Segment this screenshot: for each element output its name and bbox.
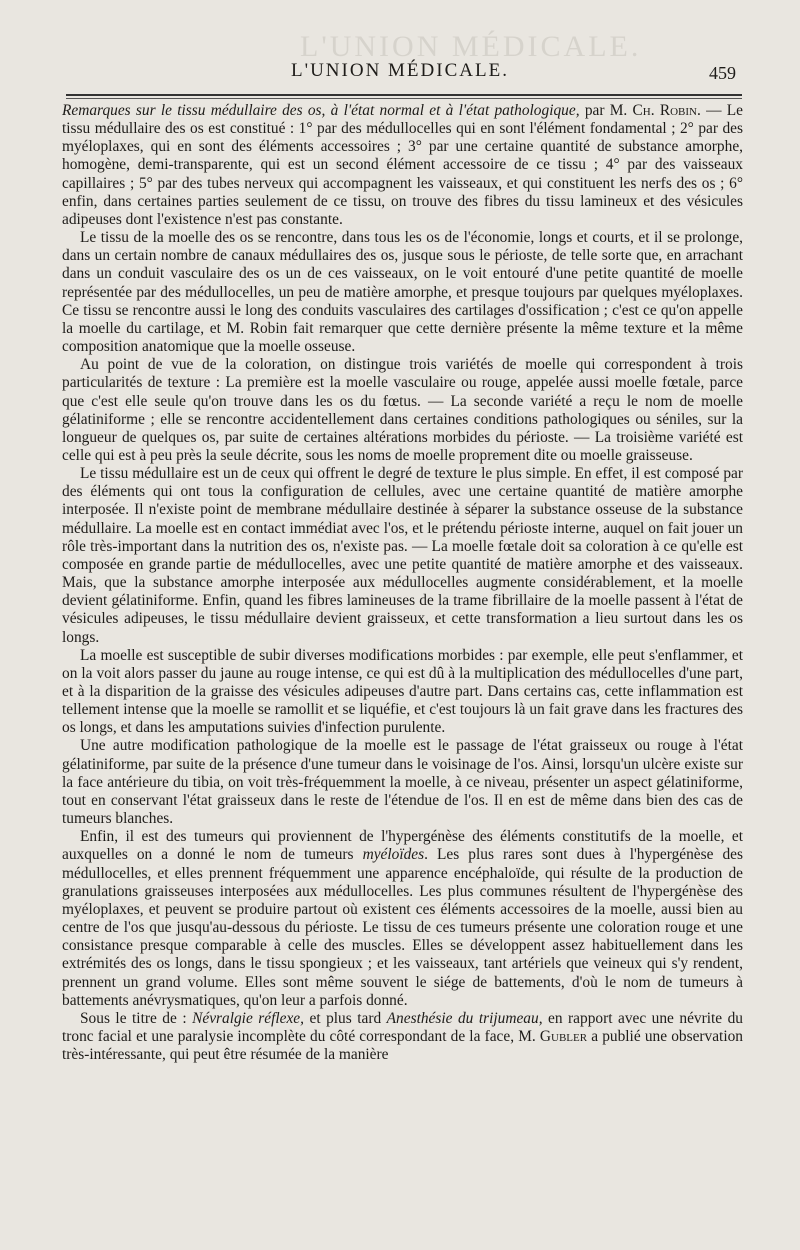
paragraph-inflammation: La moelle est susceptible de subir diverses modifications morbides : par exemple, elle peut s'enflammer, et on la voit alors passer du jaune au rouge intense, ce qui est dû à la multiplication des médullocelles d'une part, et à la disparition de la graisse des vésicules adipeuses d'autre part. Dans certains cas, cette inflammation est tellement intense que la moelle se ramollit et se liquéfie, et c'est toujours là un fait grave dans les fractures des os longs, et dans les amputations suivies d'infection purulente.: [62, 646, 743, 737]
header-rule-thin: [66, 98, 742, 99]
bleed-through-watermark: L'UNION MÉDICALE.: [300, 30, 642, 63]
italic-term: Névralgie réflexe,: [192, 1009, 304, 1027]
article-title: Remarques sur le tissu médullaire des os, à l'état normal et à l'état pathologique,: [62, 102, 580, 119]
running-header: [62, 60, 738, 88]
paragraph-tumeurs: Enfin, il est des tumeurs qui proviennent de l'hypergénèse des éléments constitutifs de la moelle, et auxquelles on a donné le nom de tumeurs myéloïdes. Les plus rares sont dues à l'hypergénèse des médullocelles, et elles prennent fréquemment une apparence encéphaloïde, qui résulte de la production de granulations graisseuses interposées aux médullocelles. Les plus communes résultent de l'hypergénèse des myéloplaxes, et peuvent se produire partout où existent ces éléments accessoires de la moelle, aussi bien au centre de l'os que jusqu'au-dessous du périoste. Le tissu de ces tumeurs présente une coloration rouge et une consistance presque comparable à celle des muscles. Elles se développent assez habituellement dans les extrémités des os longs, dans le tissu spongieux ; et les vaisseaux, tant artériels que veineux qui s'y rendent, prennent un grand volume. Elles sont même souvent le siége de battements, d'où le nom de tumeurs à battements anévrysmatiques, qu'on leur a parfois donné.: [62, 828, 743, 1009]
journal-title: L'UNION MÉDICALE.: [291, 60, 509, 81]
italic-term: myéloïdes: [362, 846, 425, 864]
italic-term: Anesthésie du trijumeau,: [386, 1009, 543, 1027]
paragraph-coloration: Au point de vue de la coloration, on distingue trois variétés de moelle qui correspondent à trois particularités de texture : La première est la moelle vasculaire ou rouge, appelée aussi moelle fœtale, parce que c'est elle seule qu'on trouve dans les os du fœtus. — La seconde variété a reçu le nom de moelle gélatiniforme ; elle se rencontre accidentellement dans certaines conditions pathologiques ou séniles, sur la longueur de quelques os, par suite de certaines altérations morbides du périoste. — La troisième variété est celle qui est à peu près la seule décrite, sous les noms de moelle proprement dite ou moelle graisseuse.: [62, 356, 743, 464]
paragraph-texture: Le tissu médullaire est un de ceux qui offrent le degré de texture le plus simple. En effet, il est composé par des éléments qui ont tous la configuration de cellules, avec une certaine quantité de matière amorphe interposée. Il n'existe point de membrane médullaire destinée à séparer la substance osseuse de la substance médullaire. La moelle est en contact immédiat avec l'os, et le prétendu périoste interne, auquel on fait jouer un rôle très-important dans la nutrition des os, n'existe pas. — La moelle fœtale doit sa coloration à ce qu'elle est composée en grande partie de médullocelles, avec une petite quantité de matière amorphe et des vaisseaux. Mais, que la substance amorphe interposée aux médullocelles augmente considérablement, et la moelle devient gélatiniforme. Enfin, quand les fibres lamineuses de la trame fibrillaire de la moelle passent à l'état de vésicules adipeuses, le tissu médullaire devient graisseux, et cette transformation a lieu surtout dans les os longs.: [62, 465, 743, 646]
article-body: [62, 102, 743, 1064]
page-number: 459: [709, 63, 736, 83]
author-name: Ch. Robin: [632, 102, 698, 119]
paragraph-gelatiniforme: Une autre modification pathologique de la moelle est le passage de l'état graisseux ou rouge à l'état gélatiniforme, par suite de la présence d'une tumeur dans le voisinage de l'os. Ainsi, lorsqu'un ulcère existe sur la face antérieure du tibia, on voit très-fréquemment la moelle, à ce niveau, présenter un aspect gélatiniforme, tout en conservant l'état graisseux dans le reste de l'étendue de l'os. Il en est de même dans bien des cas de tumeurs blanches.: [62, 737, 743, 828]
header-rule: [66, 94, 742, 96]
paragraph-moelle-location: Le tissu de la moelle des os se rencontre, dans tous les os de l'économie, longs et courts, et il se prolonge, dans un certain nombre de canaux médullaires des os, jusque sous le périoste, de telle sorte que, en arrachant dans un conduit vasculaire des os un de ces vaisseaux, on le voit entouré d'une petite quantité de moelle représentée par des médullocelles, un peu de matière amorphe, et presque toujours par quelques myéloplaxes. Ce tissu se rencontre aussi le long des conduits vasculaires des cartilages d'ossification ; c'est ce qu'on appelle la moelle du cartilage, et M. Robin fait remarquer que cette dernière présente la même texture et la même composition anatomique que la moelle osseuse.: [62, 229, 743, 356]
paragraph-gubler: Sous le titre de : Névralgie réflexe, et plus tard Anesthésie du trijumeau, en rapport avec une névrite du tronc facial et une paralysie incomplète du côté correspondant de la face, M. Gubler a publié une observation très-intéressante, qui peut être résumée de la manière: [62, 1009, 744, 1064]
author-name: Gubler: [539, 1027, 588, 1045]
paragraph-robin-remarks: Remarques sur le tissu médullaire des os, à l'état normal et à l'état pathologique, par M. Ch. Robin. — Le tissu médullaire des os est constitué : 1° par des médullocelles qui en sont l'élément fondamental ; 2° par des myéloplaxes, qui en sont des éléments accessoires ; 3° par une certaine quantité de substance amorphe, homogène, demi-transparente, qui est un second élément accessoire de ce tissu ; 4° par des vaisseaux capillaires ; 5° par des tubes nerveux qui accompagnent les vaisseaux, et qui constituent les nerfs des os ; 6° enfin, dans certaines parties seulement de ce tissu, on trouve des fibres du tissu lamineux et des vésicules adipeuses dont l'existence n'est pas constante.: [62, 102, 744, 228]
